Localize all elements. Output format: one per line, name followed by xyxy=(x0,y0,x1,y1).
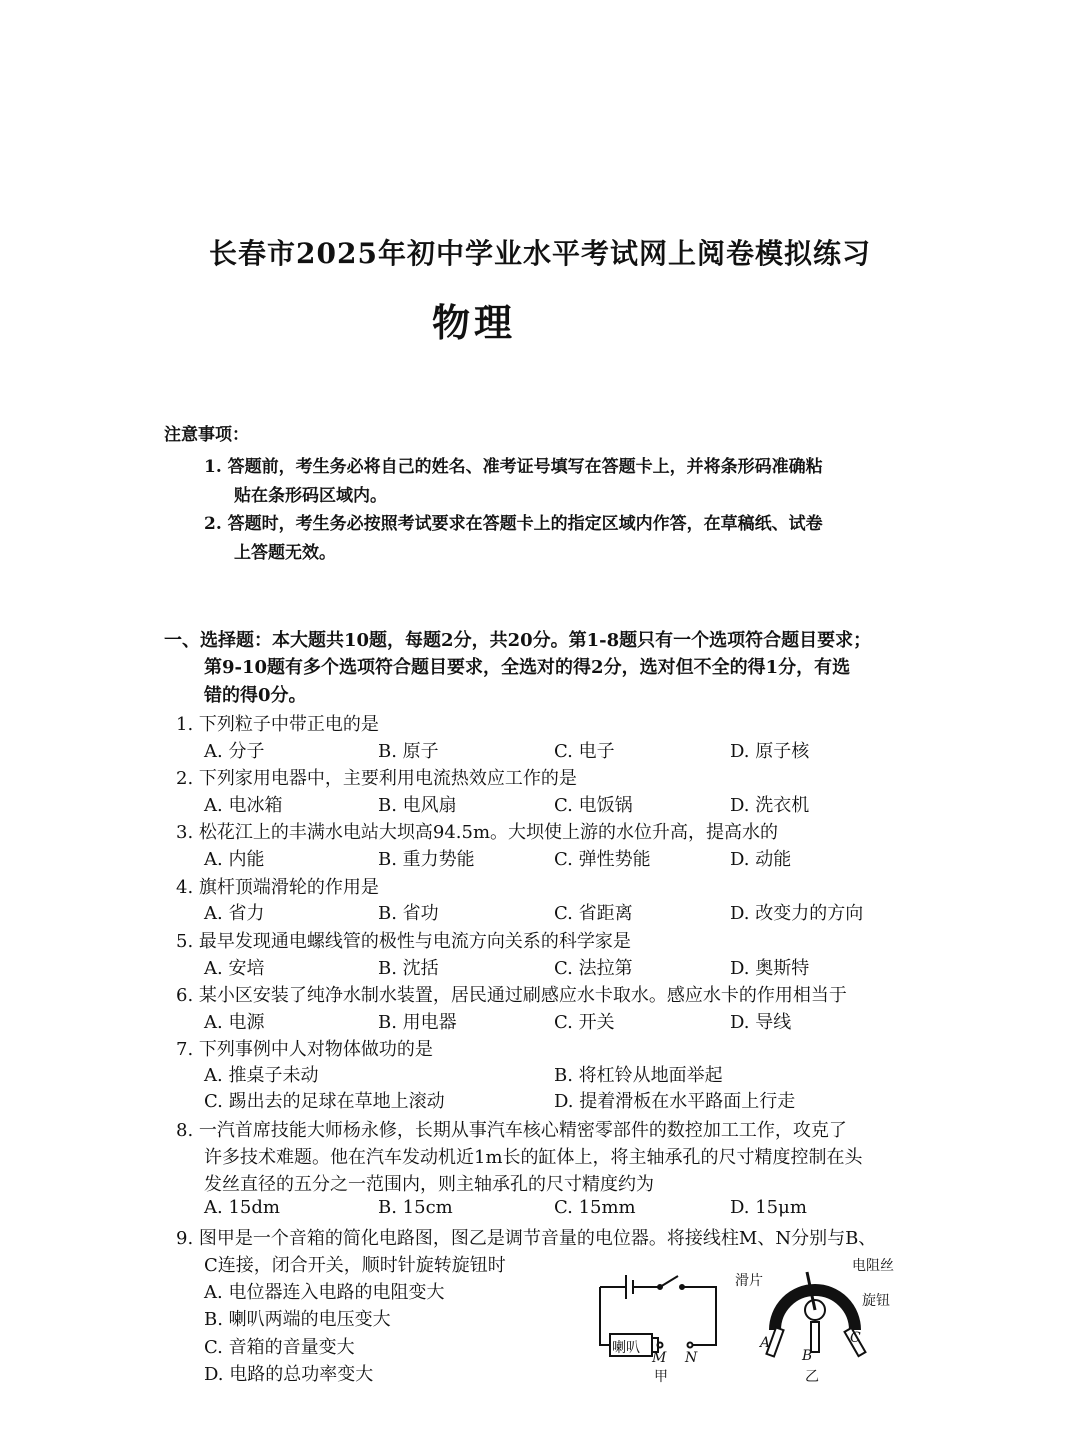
slider-label: 滑片 xyxy=(735,1273,763,1289)
question-stem: 3. 松花江上的丰满水电站大坝高94.5m。大坝使上游的水位升高，提高水的 xyxy=(176,822,779,843)
q9-option-a: A. 电位器连入电路的电阻变大 xyxy=(204,1282,445,1303)
question-stem: 5. 最早发现通电螺线管的极性与电流方向关系的科学家是 xyxy=(176,931,631,952)
q9-option-b: B. 喇叭两端的电压变大 xyxy=(204,1309,391,1330)
terminal-b-label: B xyxy=(802,1348,813,1364)
section-1-instructions-2: 第9-10题有多个选项符合题目要求，全选对的得2分，选对但不全的得1分，有选 xyxy=(204,657,851,678)
q7-option-b: B. 将杠铃从地面举起 xyxy=(554,1065,723,1086)
option-a: A. 电冰箱 xyxy=(204,795,283,816)
option-a: A. 内能 xyxy=(204,849,265,870)
option-b: B. 重力势能 xyxy=(378,849,475,870)
notice-heading: 注意事项： xyxy=(164,425,249,445)
q8-option-c: C. 15mm xyxy=(554,1197,636,1218)
knob-label: 旋钮 xyxy=(862,1293,890,1309)
question-7-stem: 7. 下列事例中人对物体做功的是 xyxy=(176,1039,433,1060)
question-stem: 2. 下列家用电器中，主要利用电流热效应工作的是 xyxy=(176,768,577,789)
option-c: C. 电子 xyxy=(554,741,615,762)
option-a: A. 省力 xyxy=(204,903,265,924)
option-d: D. 奥斯特 xyxy=(730,958,810,979)
question-stem: 6. 某小区安装了纯净水制水装置，居民通过刷感应水卡取水。感应水卡的作用相当于 xyxy=(176,985,847,1006)
question-8-stem: 8. 一汽首席技能大师杨永修，长期从事汽车核心精密零部件的数控加工工作，攻克了 xyxy=(176,1120,847,1141)
subject-title: 物理 xyxy=(432,300,517,345)
option-c: C. 省距离 xyxy=(554,903,633,924)
terminal-c-label: C xyxy=(850,1330,861,1346)
terminal-n-label: N xyxy=(685,1350,698,1366)
option-c: C. 电饭锅 xyxy=(554,795,633,816)
option-c: C. 弹性势能 xyxy=(554,849,651,870)
option-b: B. 电风扇 xyxy=(378,795,457,816)
question-stem: 4. 旗杆顶端滑轮的作用是 xyxy=(176,877,379,898)
q9-option-d: D. 电路的总功率变大 xyxy=(204,1364,374,1385)
option-b: B. 沈括 xyxy=(378,958,439,979)
notice-item-2-cont: 上答题无效。 xyxy=(234,543,336,563)
option-d: D. 洗衣机 xyxy=(730,795,810,816)
q7-option-d: D. 提着滑板在水平路面上行走 xyxy=(554,1091,796,1112)
option-d: D. 改变力的方向 xyxy=(730,903,864,924)
option-c: C. 法拉第 xyxy=(554,958,633,979)
question-9-stem-2: C连接，闭合开关，顺时针旋转旋钮时 xyxy=(204,1255,506,1276)
option-b: B. 省功 xyxy=(378,903,439,924)
q9-option-c: C. 音箱的音量变大 xyxy=(204,1337,355,1358)
q8-option-b: B. 15cm xyxy=(378,1197,453,1218)
option-b: B. 原子 xyxy=(378,741,439,762)
question-8-stem-2: 许多技术难题。他在汽车发动机近1m长的缸体上，将主轴承孔的尺寸精度控制在头 xyxy=(204,1147,863,1168)
terminal-m-label: M xyxy=(652,1350,667,1366)
question-8-stem-3: 发丝直径的五分之一范围内，则主轴承孔的尺寸精度约为 xyxy=(204,1174,654,1195)
option-b: B. 用电器 xyxy=(378,1012,457,1033)
exam-title: 长春市2025年初中学业水平考试网上阅卷模拟练习 xyxy=(209,237,871,270)
section-1-instructions-3: 错的得0分。 xyxy=(204,685,307,706)
q7-option-c: C. 踢出去的足球在草地上滚动 xyxy=(204,1091,445,1112)
speaker-label: 喇叭 xyxy=(612,1340,640,1356)
q8-option-a: A. 15dm xyxy=(204,1197,280,1218)
q8-option-d: D. 15μm xyxy=(730,1197,807,1218)
figure-yi-label: 乙 xyxy=(805,1369,819,1385)
question-9-stem: 9. 图甲是一个音箱的简化电路图，图乙是调节音量的电位器。将接线柱M、N分别与B、 xyxy=(176,1228,877,1249)
potentiometer-diagram-yi xyxy=(755,1258,875,1378)
option-a: A. 安培 xyxy=(204,958,265,979)
notice-item-2: 2. 答题时，考生务必按照考试要求在答题卡上的指定区域内作答，在草稿纸、试卷 xyxy=(204,514,823,534)
option-d: D. 导线 xyxy=(730,1012,792,1033)
notice-item-1: 1. 答题前，考生务必将自己的姓名、准考证号填写在答题卡上，并将条形码准确粘 xyxy=(204,457,823,477)
question-stem: 1. 下列粒子中带正电的是 xyxy=(176,714,379,735)
q7-option-a: A. 推桌子未动 xyxy=(204,1065,319,1086)
option-a: A. 分子 xyxy=(204,741,265,762)
section-1-instructions: 一、选择题：本大题共10题，每题2分，共20分。第1-8题只有一个选项符合题目要求； xyxy=(164,630,872,651)
figure-jia-label: 甲 xyxy=(654,1369,668,1385)
option-d: D. 原子核 xyxy=(730,741,810,762)
option-d: D. 动能 xyxy=(730,849,792,870)
notice-item-1-cont: 贴在条形码区域内。 xyxy=(234,486,387,506)
resistance-wire-label: 电阻丝 xyxy=(852,1258,894,1274)
option-c: C. 开关 xyxy=(554,1012,615,1033)
option-a: A. 电源 xyxy=(204,1012,265,1033)
terminal-a-label: A xyxy=(760,1335,771,1351)
